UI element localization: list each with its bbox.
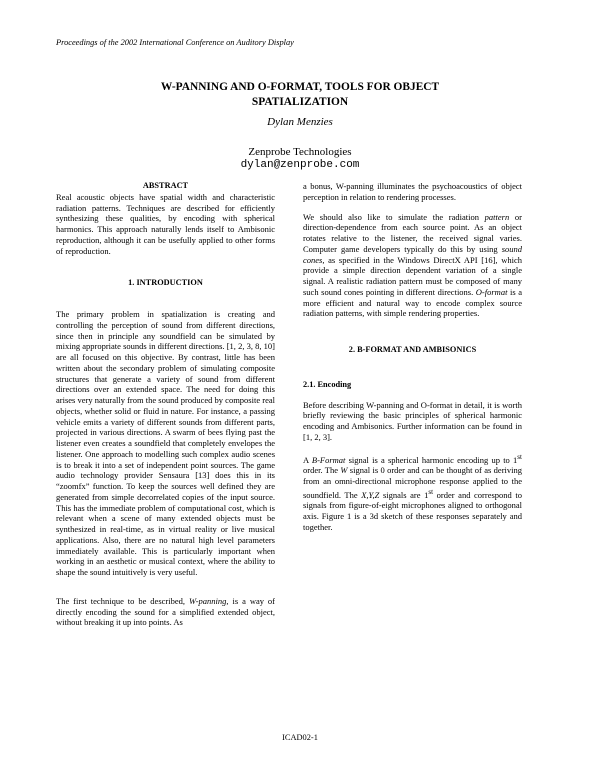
author-name: Dylan Menzies: [267, 116, 333, 128]
paper-title: [56, 80, 544, 110]
title-line-1: W-PANNING AND O-FORMAT, TOOLS FOR OBJECT: [160, 81, 440, 93]
left-column: [56, 181, 275, 628]
author-affiliation: Zenprobe Technologies: [248, 146, 352, 158]
subsection-2-1-heading: 2.1. Encoding: [303, 379, 352, 389]
right-paragraph-1: a bonus, W-panning illuminates the psychoacoustics of object perception in relation to rendering processes.: [303, 181, 522, 202]
title-line-2: SPATIALIZATION: [251, 96, 349, 108]
right-column: [303, 181, 522, 532]
running-header: Proceedings of the 2002 International Conference on Auditory Display: [56, 38, 294, 47]
page-footer: ICAD02-1: [282, 733, 318, 742]
section-1-heading: 1. INTRODUCTION: [128, 278, 203, 288]
encoding-paragraph-2: A B-Format signal is a spherical harmonic encoding up to 1st order. The W signal is 0 order and can be thought of as deriving from an omni-directional microphone response applied to the soundfield. The X,Y,Z signals are 1st order and correspond to signals from figure-of-eight microphones aligned to orthogonal axis. Figure 1 is a 3d sketch of these responses separately and together.: [303, 452, 522, 532]
right-paragraph-2: We should also like to simulate the radiation pattern or direction-dependence from each source point. As an object rotates relative to the listener, the received signal varies. Computer game developers typically do this by using sound cones, as specified in the Windows DirectX API [16], which provide a simple direction dependent variation of a single signal. A realistic radiation pattern must be composed of many such sound cones pointing in different directions. O-format is a more efficient and natural way to encode complex source radiation patterns, with simple rendering properties.: [303, 211, 522, 319]
abstract-text: Real acoustic objects have spatial width and characteristic radiation patterns. Techniques are described for efficiently synthesizing these qualities, by encoding with spherical harmonics. This approach naturally lends itself to Ambisonic reproduction, although it can be usefully applied to other forms of reproduction.: [56, 191, 275, 256]
intro-paragraph-2: The first technique to be described, W-panning, is a way of directly encoding the sound for a simplified extended object, without breaking it up into points. As: [56, 595, 276, 628]
encoding-paragraph-1: Before describing W-panning and O-format in detail, it is worth briefly reviewing the basic principles of spherical harmonic encoding and Ambisonics. Further information can be found in [1, 2, 3].: [303, 399, 522, 442]
abstract-heading: ABSTRACT: [142, 181, 189, 190]
author-email: dylan@zenprobe.com: [240, 159, 360, 171]
section-2-heading: 2. B-FORMAT AND AMBISONICS: [348, 345, 477, 354]
intro-paragraph-1: The primary problem in spatialization is creating and controlling the perception of sound from different directions, since then in principle any soundfield can be simulated by mixing appropriate sounds in different directions. [1, 2, 3, 8, 10] are all focused on this objective. By contrast, little has been written about the secondary problem of simulating composite structures that generate a variety of sound from different directions over an extended space. The need for doing this arises very naturally from the sound produced by composite real objects, whether solid or fluid in nature. For instance, a passing vehicle emits a variety of different sounds from different parts, projected in various directions. A swarm of bees flying past the listener even creates a soundfield that completely envelopes the listener. One approach to modelling such complex audio scenes is to break it into a set of independent point sources. The game audio technology provider Sensaura [13] does this in its “zoomfx” function. To keep the sources well defined they are generated from simple decorrelated copies of the input source. This has the immediate problem of computational cost, which is relevant when a scene of many extended objects must be synthesized in real-time, as in virtual reality or live musical applications. Also, there are no natural high level parameters immediately available. This is particularly important when working in an aesthetic or musical context, where the ability to shape the sound intuitively is very useful.: [56, 309, 275, 577]
